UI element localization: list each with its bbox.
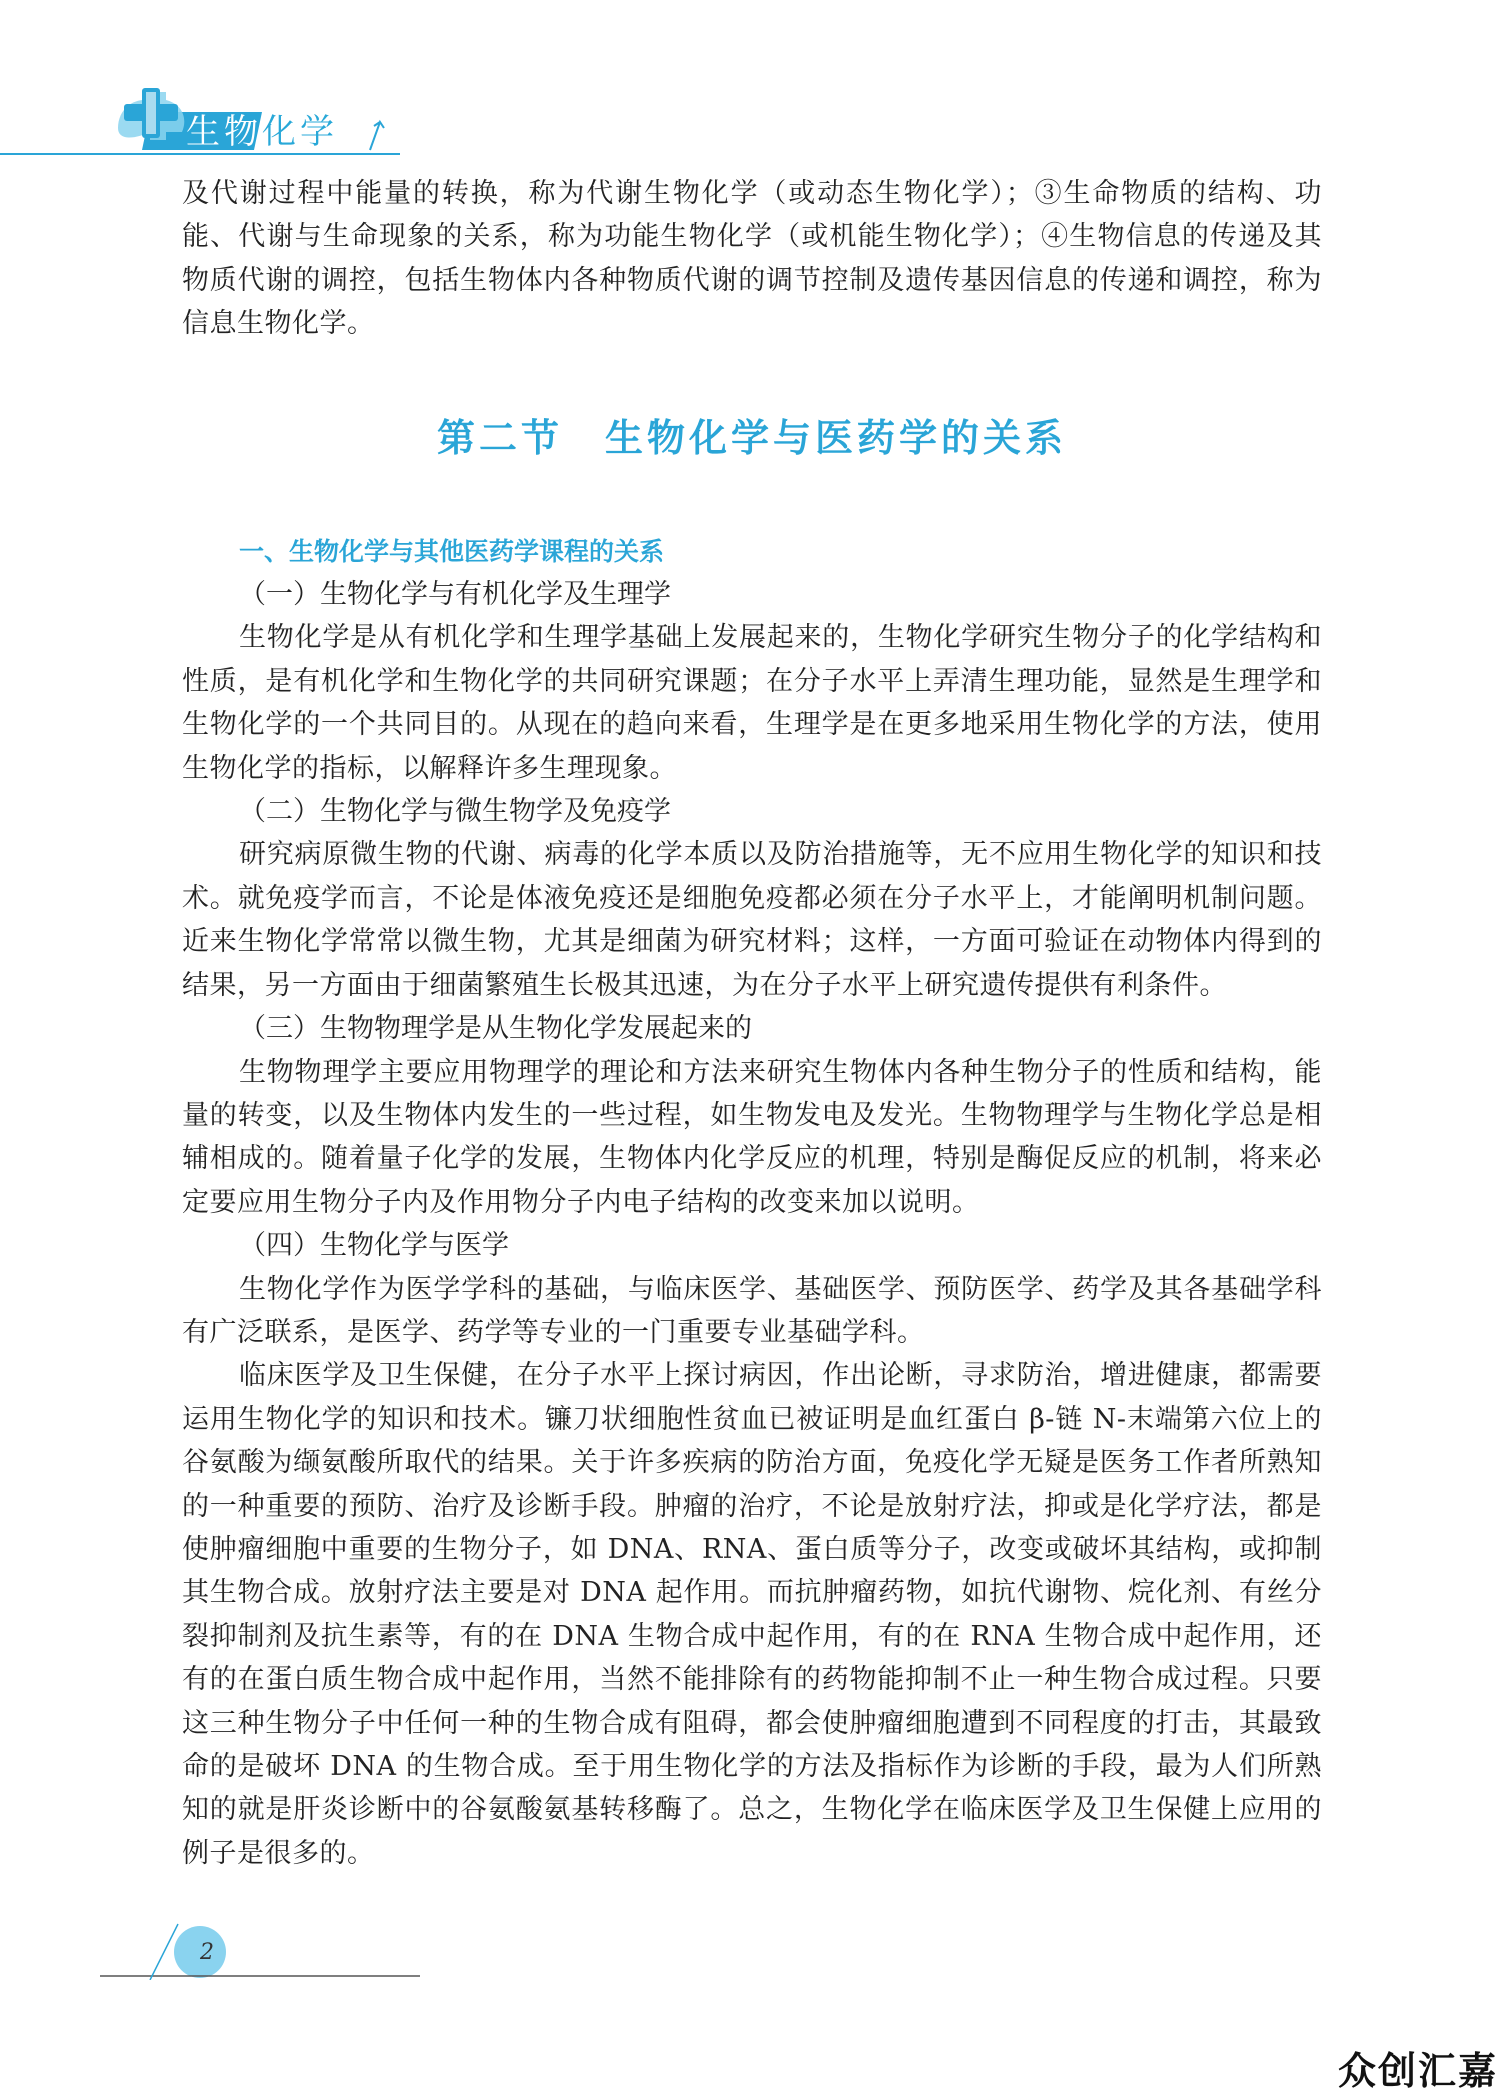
watermark: 众创汇嘉 — [1337, 2049, 1498, 2093]
part-1-paragraph-1: 生物化学是从有机化学和生理学基础上发展起来的，生物化学研究生物分子的化学结构和性质，是有机化学和生物化学的共同研究课题；在分子水平上弄清生理功能，显然是生理学和生物化学的一个共同目的。从现在的趋向来看，生理学是在更多地采用生物化学的方法，使用生物化学的指标，以解释许多生理现象。 — [182, 622, 1322, 784]
page-content — [182, 172, 1322, 1875]
book-title — [186, 110, 338, 154]
page-header — [0, 0, 1504, 160]
book-title-part2: 化学 — [262, 112, 338, 152]
footer-decoration — [0, 1920, 1504, 1980]
part-4-paragraph-1: 生物化学作为医学学科的基础，与临床医学、基础医学、预防医学、药学及其各基础学科有广泛联系，是医学、药学等专业的一门重要专业基础学科。 — [182, 1273, 1322, 1348]
part-3-paragraph-1: 生物物理学主要应用物理学的理论和方法来研究生物体内各种生物分子的性质和结构，能量的转变，以及生物体内发生的一些过程，如生物发电及发光。生物物理学与生物化学总是相辅相成的。随着量子化学的发展，生物体内化学反应的机理，特别是酶促反应的机制，将来必定要应用生物分子内及作用物分子内电子结构的改变来加以说明。 — [182, 1056, 1322, 1218]
part-heading-4: （四）生物化学与医学 — [239, 1230, 509, 1262]
part-heading-1: （一）生物化学与有机化学及生理学 — [239, 579, 671, 611]
page-number: 2 — [200, 1940, 214, 1965]
part-4-paragraph-2: 临床医学及卫生保健，在分子水平上探讨病因，作出论断，寻求防治，增进健康，都需要运用生物化学的知识和技术。镰刀状细胞性贫血已被证明是血红蛋白 β-链 N-末端第六位上的谷氨酸为缬氨酸所取代的结果。关于许多疾病的防治方面，免疫化学无疑是医务工作者所熟知的一种重要的预防、治疗及诊断手段。肿瘤的治疗，不论是放射疗法，抑或是化学疗法，都是使肿瘤细胞中重要的生物分子，如 DNA、RNA、蛋白质等分子，改变或破坏其结构，或抑制其生物合成。放射疗法主要是对 DNA 起作用。而抗肿瘤药物，如抗代谢物、烷化剂、有丝分裂抑制剂及抗生素等，有的在 DNA 生物合成中起作用，有的在 RNA 生物合成中起作用，还有的在蛋白质生物合成中起作用，当然不能排除有的药物能抑制不止一种生物合成过程。只要这三种生物分子中任何一种的生物合成有阻碍，都会使肿瘤细胞遭到不同程度的打击，其最致命的是破坏 DNA 的生物合成。至于用生物化学的方法及指标作为诊断的手段，最为人们所熟知的就是肝炎诊断中的谷氨酸氨基转移酶了。总之，生物化学在临床医学及卫生保健上应用的例子是很多的。 — [182, 1360, 1322, 1869]
part-2-paragraph-1: 研究病原微生物的代谢、病毒的化学本质以及防治措施等，无不应用生物化学的知识和技术。就免疫学而言，不论是体液免疫还是细胞免疫都必须在分子水平上，才能阐明机制问题。近来生物化学常常以微生物，尤其是细菌为研究材料；这样，一方面可验证在动物体内得到的结果，另一方面由于细菌繁殖生长极其迅速，为在分子水平上研究遗传提供有利条件。 — [182, 839, 1322, 1001]
page-footer — [0, 1920, 1504, 1980]
part-heading-3: （三）生物物理学是从生物化学发展起来的 — [239, 1013, 752, 1045]
subsection-title: 一、生物化学与其他医药学课程的关系 — [239, 536, 665, 566]
book-title-part1: 生物 — [186, 112, 262, 152]
section-title: 第二节 生物化学与医药学的关系 — [436, 415, 1067, 460]
part-heading-2: （二）生物化学与微生物学及免疫学 — [239, 796, 671, 828]
intro-paragraph: 及代谢过程中能量的转换，称为代谢生物化学（或动态生物化学）；③生命物质的结构、功能、代谢与生命现象的关系，称为功能生物化学（或机能生物化学）；④生物信息的传递及其物质代谢的调控，包括生物体内各种物质代谢的调节控制及遗传基因信息的传递和调控，称为信息生物化学。 — [182, 178, 1322, 340]
